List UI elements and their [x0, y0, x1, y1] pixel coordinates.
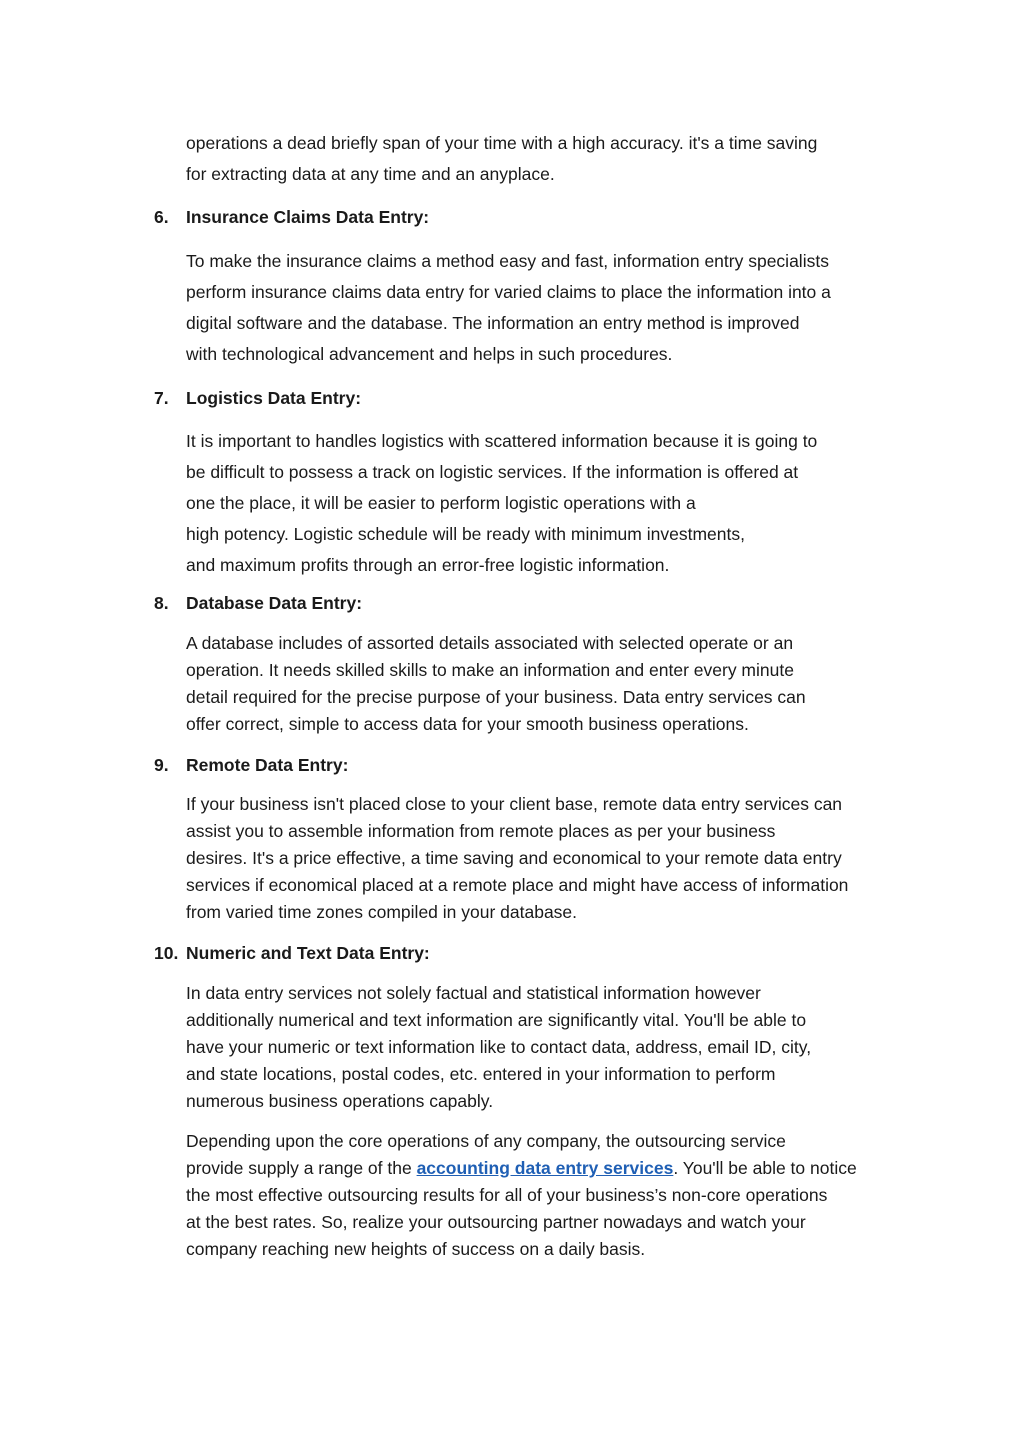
text-line: company reaching new heights of success on a daily basis. — [186, 1239, 646, 1259]
section-title: Numeric and Text Data Entry: — [186, 943, 430, 963]
section-heading-6 — [154, 205, 914, 229]
text-line: from varied time zones compiled in your database. — [186, 902, 578, 922]
section-number: 9. — [154, 755, 169, 775]
text-line: services if economical placed at a remote place and might have access of information — [186, 875, 849, 895]
accounting-data-entry-link[interactable]: accounting data entry services — [416, 1158, 674, 1178]
text-line: and maximum profits through an error-free logistic information. — [186, 555, 670, 575]
text-line: It is important to handles logistics with scattered information because it is going to — [186, 431, 818, 451]
section-number: 10. — [154, 943, 179, 963]
text-line: be difficult to possess a track on logistic services. If the information is offered at — [186, 462, 799, 482]
text-line: assist you to assemble information from remote places as per your business — [186, 821, 776, 841]
text-line: with technological advancement and helps in such procedures. — [186, 344, 673, 364]
text-line: operation. It needs skilled skills to make an information and enter every minute — [186, 660, 794, 680]
section-heading-7 — [154, 386, 914, 410]
section-number: 7. — [154, 388, 169, 408]
text-line: one the place, it will be easier to perform logistic operations with a — [186, 493, 696, 513]
text-line: digital software and the database. The information an entry method is improved — [186, 313, 800, 333]
section-title: Database Data Entry: — [186, 593, 363, 613]
text-line: at the best rates. So, realize your outsourcing partner nowadays and watch your — [186, 1212, 806, 1232]
text-fragment: provide supply a range of the — [186, 1158, 417, 1178]
text-line: for extracting data at any time and an anyplace. — [186, 164, 555, 184]
section-heading-9 — [154, 753, 914, 777]
section-body-9 — [186, 791, 906, 926]
section-body-8 — [186, 630, 906, 738]
text-line: high potency. Logistic schedule will be ready with minimum investments, — [186, 524, 745, 544]
text-line: additionally numerical and text information are significantly vital. You'll be able to — [186, 1010, 807, 1030]
text-line: and state locations, postal codes, etc. entered in your information to perform — [186, 1064, 776, 1084]
text-line-with-link — [186, 1155, 906, 1182]
text-line: operations a dead briefly span of your time with a high accuracy. it's a time saving — [186, 133, 818, 153]
text-line: In data entry services not solely factual and statistical information however — [186, 983, 761, 1003]
text-line: offer correct, simple to access data for your smooth business operations. — [186, 714, 749, 734]
section-body-10 — [186, 980, 906, 1115]
section-number: 8. — [154, 593, 169, 613]
text-line: numerous business operations capably. — [186, 1091, 494, 1111]
text-line: If your business isn't placed close to your client base, remote data entry services can — [186, 794, 843, 814]
text-line: desires. It's a price effective, a time saving and economical to your remote data entry — [186, 848, 842, 868]
section-number: 6. — [154, 207, 169, 227]
closing-paragraph — [186, 1128, 906, 1263]
text-line: A database includes of assorted details associated with selected operate or an — [186, 633, 794, 653]
text-fragment: . You'll be able to notice — [673, 1158, 857, 1178]
section-heading-8 — [154, 591, 914, 615]
text-line: detail required for the precise purpose of your business. Data entry services can — [186, 687, 806, 707]
text-line: the most effective outsourcing results for all of your business’s non-core operations — [186, 1185, 828, 1205]
section-title: Logistics Data Entry: — [186, 388, 362, 408]
section-body-6 — [186, 246, 906, 370]
section-title: Insurance Claims Data Entry: — [186, 207, 430, 227]
section-title: Remote Data Entry: — [186, 755, 349, 775]
text-line: have your numeric or text information like to contact data, address, email ID, city, — [186, 1037, 812, 1057]
text-line: Depending upon the core operations of any company, the outsourcing service — [186, 1131, 786, 1151]
intro-paragraph — [186, 128, 906, 190]
text-line: perform insurance claims data entry for varied claims to place the information into a — [186, 282, 831, 302]
section-heading-10 — [154, 941, 914, 965]
text-line: To make the insurance claims a method easy and fast, information entry specialists — [186, 251, 829, 271]
section-body-7 — [186, 426, 906, 581]
